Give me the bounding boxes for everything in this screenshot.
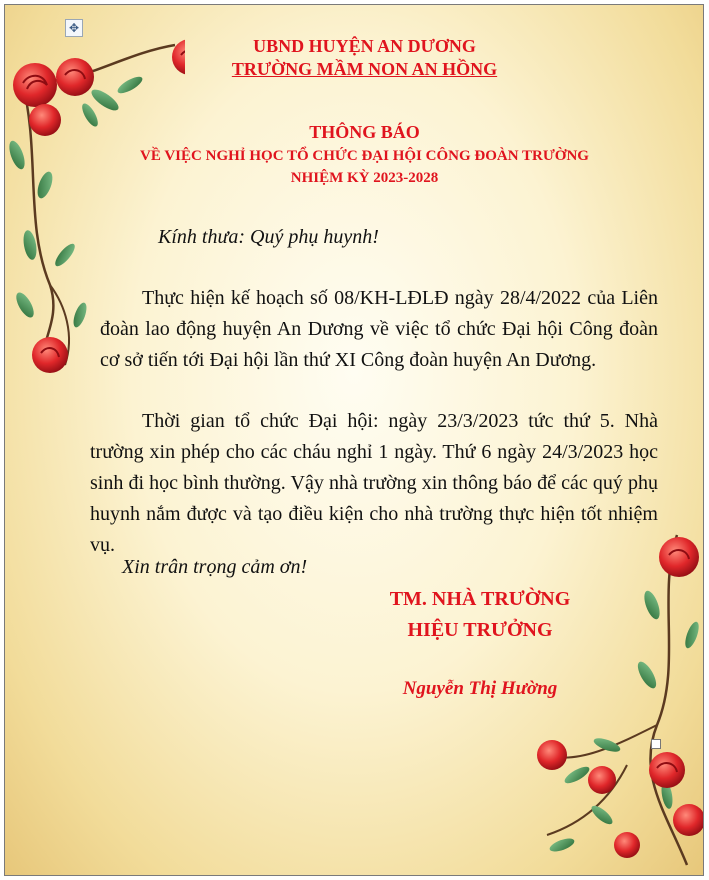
greeting: Kính thưa: Quý phụ huynh! bbox=[158, 226, 379, 248]
header-district: UBND HUYỆN AN DƯƠNG bbox=[253, 36, 476, 56]
notice-subtitle: VỀ VIỆC NGHỈ HỌC TỔ CHỨC ĐẠI HỘI CÔNG ĐOÀN TRƯỜNG bbox=[140, 148, 589, 164]
body-paragraph-1: Thực hiện kế hoạch số 08/KH-LĐLĐ ngày 28/4/2022 của Liên đoàn lao động huyện An Dương về việc tổ chức Đại hội Công đoàn cơ sở tiến tới Đại hội lần thứ XI Công đoàn huyện An Dương. bbox=[100, 287, 658, 371]
signer-name: Nguyễn Thị Hường bbox=[402, 678, 558, 699]
body-paragraph-2: Thời gian tổ chức Đại hội: ngày 23/3/2023 tức thứ 5. Nhà trường xin phép cho các cháu nghỉ 1 ngày. Thứ 6 ngày 24/3/2023 học sinh đi học bình thường. Vậy nhà trường xin thông báo để các quý phụ huynh nắm được và tạo điều kiện cho nhà trường thực hiện tốt nhiệm vụ. bbox=[90, 410, 658, 556]
header-school: TRƯỜNG MẦM NON AN HỒNG bbox=[231, 59, 498, 79]
closing-thanks: Xin trân trọng cảm ơn! bbox=[122, 556, 308, 578]
signature-org: TM. NHÀ TRƯỜNG bbox=[389, 588, 571, 610]
resize-handle-icon[interactable] bbox=[651, 739, 661, 749]
notice-term: NHIỆM KỲ 2023-2028 bbox=[290, 170, 439, 186]
notice-title: THÔNG BÁO bbox=[309, 122, 420, 142]
signature-title: HIỆU TRƯỞNG bbox=[407, 619, 553, 641]
move-arrows-icon[interactable]: ✥ bbox=[65, 19, 83, 37]
